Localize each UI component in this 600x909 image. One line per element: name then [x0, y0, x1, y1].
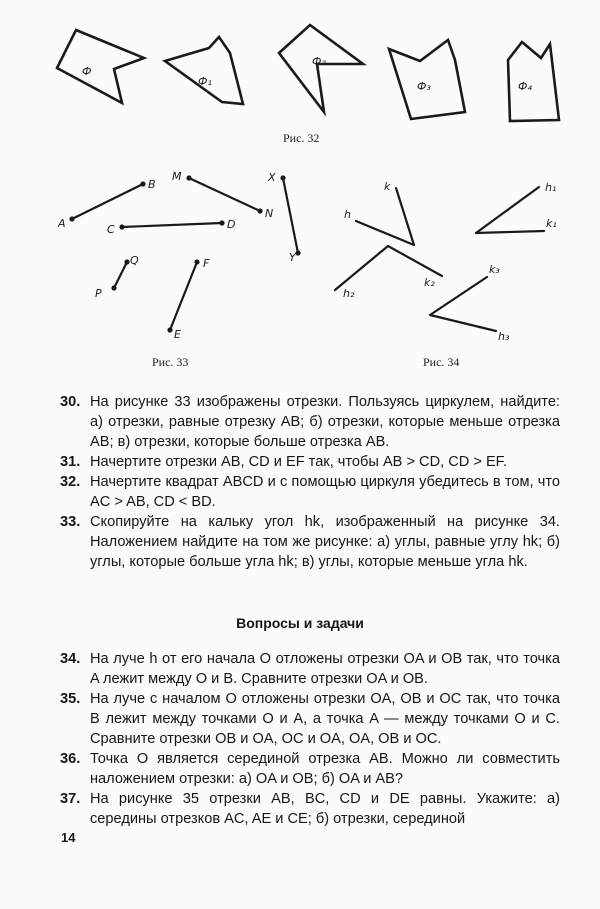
problem-text: Точка O является серединой отрезка AB. Можно ли совместить наложением отрезки: а) OA и OB; б) OA и AB? — [90, 751, 560, 787]
shape-phi1 — [165, 37, 243, 104]
label-b: B — [148, 178, 156, 191]
label-k: k — [384, 180, 391, 193]
problem-number: 36. — [60, 751, 81, 767]
problem-32 — [60, 472, 560, 512]
segment-mn — [189, 178, 260, 211]
page-number: 14 — [61, 830, 76, 845]
label-k2: k₂ — [424, 276, 435, 289]
problem-text: На луче h от его начала O отложены отрезки OA и OB так, что точка A лежит между O и B. Сравните отрезки OA и OB. — [90, 651, 560, 687]
label-c: C — [107, 223, 115, 236]
point-b — [140, 181, 145, 186]
figure-33-caption: Рис. 33 — [152, 355, 189, 369]
figure-32-caption: Рис. 32 — [283, 131, 320, 145]
label-h: h — [344, 208, 351, 221]
figure-33 — [0, 160, 320, 350]
label-x: X — [268, 171, 276, 184]
problem-text: Скопируйте на кальку угол hk, изображенный на рисунке 34. Наложением найдите на том же рисунке: а) углы, равные углу hk; б) углы, которые больше угла hk; в) углы, которые меньше угла hk. — [90, 514, 560, 570]
problem-number: 30. — [60, 394, 81, 410]
problem-36 — [60, 749, 560, 789]
point-y — [295, 250, 300, 255]
label-h3: h₃ — [498, 330, 510, 343]
point-a — [69, 216, 74, 221]
problem-number: 33. — [60, 514, 81, 530]
angle-hk — [356, 188, 414, 245]
problem-text: Начертите отрезки AB, CD и EF так, чтобы AB > CD, CD > EF. — [90, 454, 508, 470]
problem-number: 32. — [60, 474, 81, 490]
label-h2: h₂ — [343, 287, 355, 300]
label-f: F — [203, 257, 210, 270]
problem-number: 37. — [60, 791, 81, 807]
point-x — [280, 175, 285, 180]
angle-h3k3 — [430, 277, 496, 331]
problem-31 — [60, 452, 560, 472]
shape-label-phi: Ф — [82, 65, 92, 78]
segment-ab — [72, 184, 143, 219]
shape-phi — [57, 30, 144, 103]
point-f — [194, 259, 199, 264]
label-p: P — [95, 287, 102, 300]
label-m: M — [172, 170, 182, 183]
label-d: D — [227, 218, 236, 231]
shape-label-phi3: Ф₃ — [417, 80, 431, 93]
point-c — [119, 224, 124, 229]
label-k1: k₁ — [546, 217, 557, 230]
section-title: Вопросы и задачи — [236, 615, 364, 631]
angle-h1k1 — [476, 187, 544, 233]
label-a: A — [58, 217, 66, 230]
label-h1: h₁ — [545, 181, 557, 194]
problem-text: На рисунке 33 изображены отрезки. Пользуясь циркулем, найдите: а) отрезки, равные отрезку AB; б) отрезки, которые меньше отрезка AB; в) отрезки, которые больше отрезка AB. — [90, 394, 560, 450]
problem-text: На рисунке 35 отрезки AB, BC, CD и DE равны. Укажите: а) середины отрезков AC, AE и CE; б) отрезки, серединой — [90, 791, 560, 827]
point-d — [219, 220, 224, 225]
shape-label-phi4: Ф₄ — [518, 80, 532, 93]
segment-ef — [170, 262, 197, 330]
problems-part1 — [60, 392, 560, 572]
point-q — [124, 259, 129, 264]
segment-pq — [114, 262, 127, 288]
point-e — [167, 327, 172, 332]
point-p — [111, 285, 116, 290]
figure-32 — [0, 0, 600, 130]
figure-34-caption: Рис. 34 — [423, 355, 460, 369]
problems-part2 — [60, 649, 560, 829]
problem-34 — [60, 649, 560, 689]
label-k3: k₃ — [489, 263, 500, 276]
shape-phi4 — [508, 42, 559, 121]
problem-30 — [60, 392, 560, 452]
shape-label-phi1: Ф₁ — [198, 75, 212, 88]
problem-33 — [60, 512, 560, 572]
label-n: N — [265, 207, 274, 220]
shape-label-phi2: Ф₂ — [312, 55, 326, 68]
shape-phi2 — [279, 25, 363, 112]
segment-cd — [122, 223, 222, 227]
problem-text: Начертите квадрат ABCD и с помощью циркуля убедитесь в том, что AC > AB, CD < BD. — [90, 474, 560, 510]
label-e: E — [174, 328, 181, 341]
point-m — [186, 175, 191, 180]
label-q: Q — [130, 254, 139, 267]
problem-number: 35. — [60, 691, 81, 707]
problem-37 — [60, 789, 560, 829]
problem-35 — [60, 689, 560, 749]
segment-xy — [283, 178, 298, 253]
point-n — [257, 208, 262, 213]
label-y: Y — [289, 251, 296, 264]
problem-text: На луче с началом O отложены отрезки OA, OB и OC так, что точка B лежит между точками O и A, а точка A — между точками O и C. Сравните отрезки OB и OA, OC и OA, OA, OB и OC. — [90, 691, 560, 747]
problem-number: 31. — [60, 454, 81, 470]
problem-number: 34. — [60, 651, 81, 667]
figure-34 — [320, 170, 580, 350]
